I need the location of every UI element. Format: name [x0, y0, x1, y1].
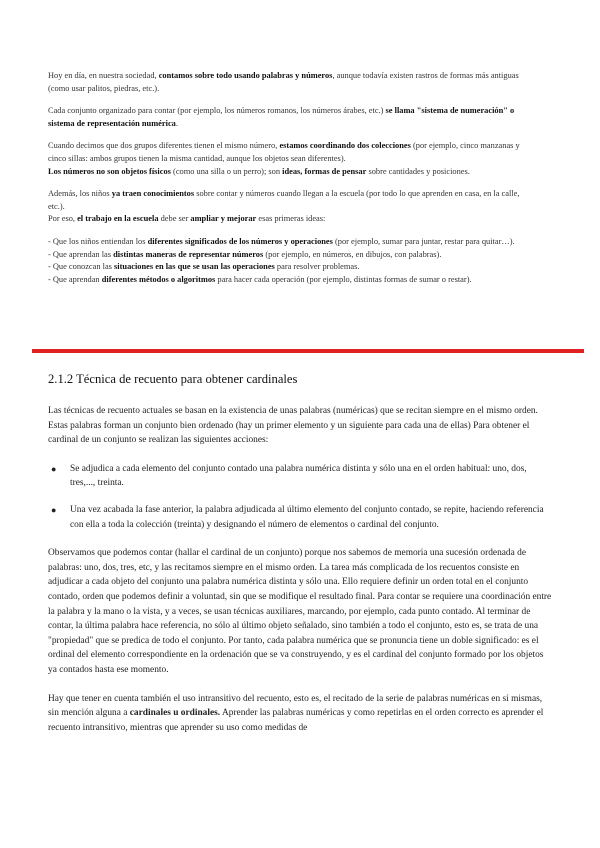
summary-paragraph: Cuando decimos que dos grupos diferentes tienen el mismo número, estamos coordinando dos colecciones (por ejemplo, cinco manzanas y cinco sillas: ambos grupos tienen la misma cantidad, aunque los objetos sean diferentes).	[48, 141, 520, 163]
red-divider	[32, 349, 584, 353]
body-paragraph: Observamos que podemos contar (hallar el cardinal de un conjunto) porque nos sabemos de memoria una sucesión ordenada de palabras: uno, dos, tres, etc, y las recitamos siempre en el mismo orden. La tarea más complicada de los recuentos consiste en adjudicar a cada objeto del conjunto una palabra numérica distinta y sólo una. Ello requiere definir un orden total en el conjunto contado, orden que podemos definir a voluntad, sin que se modifique el resultado final. Para contar se requiere una coordinación entre la palabra y la mano o la vista, y a veces, se usan técnicas auxiliares, marcando, por ejemplo, cada punto contado. Al terminar de contar, la última palabra hace referencia, no sólo al último objeto señalado, sino también a todo el conjunto, esto es, se trata de una "propiedad" que se predica de todo el conjunto. Por tanto, cada palabra numérica que se pronuncia tiene un doble significado: es el ordinal del elemento correspondiente en la ordenación que se va construyendo, y es el cardinal del conjunto formado por los objetos ya contados hasta ese momento.	[48, 548, 552, 675]
goal-list-item: - Que conozcan las situaciones en las que se usan las operaciones para resolver problemas.	[48, 262, 360, 272]
bullet-icon: ●	[51, 463, 57, 474]
list-item: ● Una vez acabada la fase anterior, la palabra adjudicada al último elemento del conjunto contado, se repite, haciendo referencia con ella a toda la colección (treinta) y designando el número de elementos o cardinal del conjunto.	[51, 504, 544, 530]
goal-list-item: - Que aprendan diferentes métodos o algoritmos para hacer cada operación (por ejemplo, distintas formas de sumar o restar).	[48, 274, 472, 284]
summary-paragraph: Cada conjunto organizado para contar (por ejemplo, los números romanos, los números árabes, etc.) se llama "sistema de numeración" o sistema de representación numérica.	[48, 106, 515, 128]
summary-block	[48, 70, 532, 286]
section-body	[48, 404, 552, 749]
summary-paragraph: Además, los niños ya traen conocimientos sobre contar y números cuando llegan a la escuela (por todo lo que aprenden en casa, en la calle, etc.).	[48, 189, 520, 211]
summary-paragraph: Por eso, el trabajo en la escuela debe ser ampliar y mejorar esas primeras ideas:	[48, 214, 326, 224]
bullet-icon: ●	[51, 504, 57, 515]
goal-list-item: - Que aprendan las distintas maneras de representar números (por ejemplo, en números, en dibujos, con palabras).	[48, 249, 442, 259]
actions-list	[48, 462, 552, 532]
list-item: ● Se adjudica a cada elemento del conjunto contado una palabra numérica distinta y sólo una en el orden habitual: uno, dos, tres,..., treinta.	[51, 463, 527, 489]
summary-paragraph: Hoy en día, en nuestra sociedad, contamos sobre todo usando palabras y números, aunque todavía existen rastros de formas más antiguas (como usar palitos, piedras, etc.).	[48, 71, 519, 93]
body-paragraph: Hay que tener en cuenta también el uso intransitivo del recuento, esto es, el recitado de la serie de palabras numéricas en sí mismas, sin mención alguna a cardinales u ordinales. Aprender las palabras numéricas y como repetirlas en el orden correcto es aprender el recuento intransitivo, mientras que aprender su uso como medidas de	[48, 693, 544, 733]
section-title: 2.1.2 Técnica de recuento para obtener cardinales	[48, 372, 298, 386]
intro-paragraph: Las técnicas de recuento actuales se basan en la existencia de unas palabras (numéricas) que se recitan siempre en el mismo orden. Estas palabras forman un conjunto bien ordenado (hay un primer elemento y un siguiente para cada una de ellas) Para obtener el cardinal de un conjunto se realizan las siguientes acciones:	[48, 406, 538, 446]
summary-paragraph: Los números no son objetos físicos (como una silla o un perro); son ideas, formas de pensar sobre cantidades y posiciones.	[48, 166, 470, 176]
goal-list-item: - Que los niños entiendan los diferentes significados de los números y operaciones (por ejemplo, sumar para juntar, restar para quitar…).	[48, 236, 515, 246]
